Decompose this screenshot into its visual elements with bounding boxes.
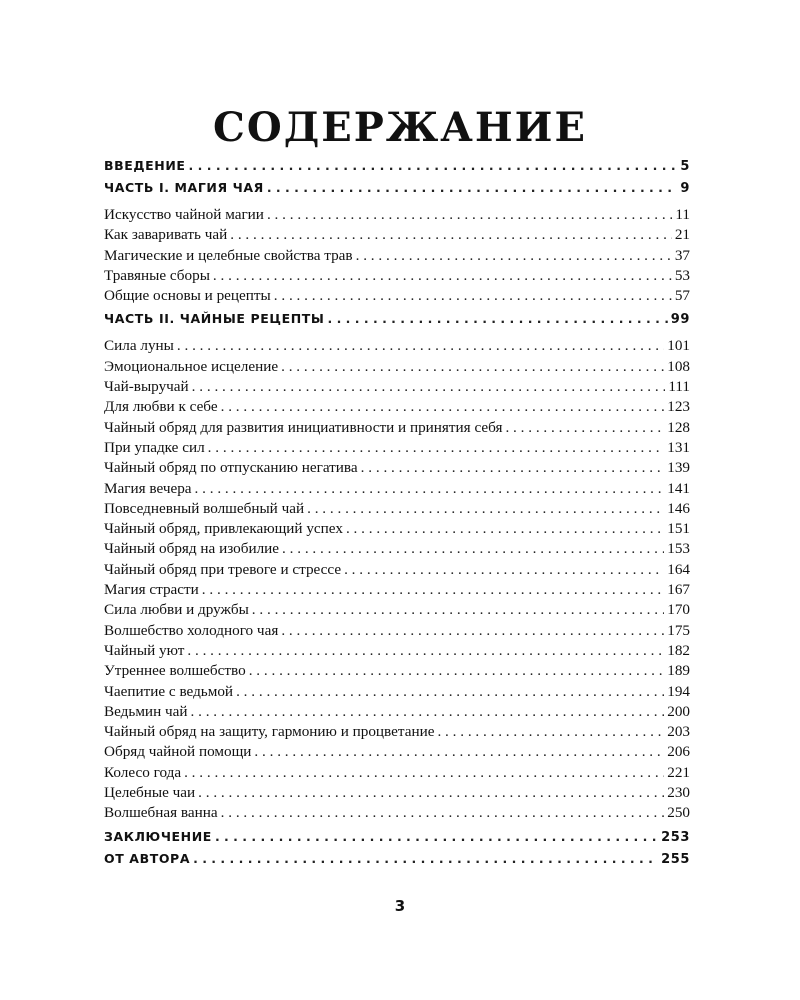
toc-entry-page: 250 [667,804,690,822]
toc-section-entry [104,177,690,199]
toc-section-entry [104,155,690,177]
toc-entry-page: 175 [667,621,690,639]
dot-leader [307,499,664,519]
toc-entry-title: Волшебная ванна [104,804,218,822]
toc-entry-title: Чай-выручай [104,378,189,396]
toc-entry-title: Волшебство холодного чая [104,621,279,639]
toc-entry-page: 164 [667,560,690,578]
toc-entry-title: При упадке сил [104,438,205,456]
dot-leader [230,225,672,245]
toc-entry [104,225,690,245]
toc-section-entry [104,308,690,330]
toc-entry [104,357,690,377]
dot-leader [281,357,664,377]
toc-entry [104,702,690,722]
toc-entry [104,205,690,225]
toc-entry-page: 146 [667,499,690,517]
toc-entry [104,438,690,458]
dot-leader [191,702,665,722]
toc-entry-page: 253 [661,829,690,845]
dot-leader [505,418,664,438]
toc-entry-title: Сила любви и дружбы [104,601,249,619]
toc-entry-page: 9 [680,181,690,196]
toc-section-entry [104,848,690,870]
toc-entry-title: Чайный обряд на изобилие [104,540,280,558]
toc-entry [104,539,690,559]
dot-leader [274,286,672,306]
toc-entry [104,641,690,661]
toc-entry-title: Для любви к себе [104,398,218,416]
toc-entry-page: 99 [670,312,690,328]
toc-entry [104,286,690,306]
toc-entry [104,621,690,641]
toc-entry-page: 194 [667,682,690,700]
toc-entry-title: Травяные сборы [104,266,210,284]
toc-entry [104,803,690,823]
toc-entry-page: 200 [667,702,690,720]
toc-entry [104,479,690,499]
toc-entry [104,499,690,519]
toc-entry [104,661,690,681]
page-number: 3 [394,897,406,915]
toc-entry [104,580,690,600]
toc-entry-title: ЧАСТЬ I. МАГИЯ ЧАЯ [104,180,264,195]
toc-entry-page: 111 [668,378,690,396]
dot-leader [195,479,665,499]
toc-entry-page: 203 [667,723,690,741]
dot-leader [215,826,658,848]
dot-leader [281,621,664,641]
dot-leader [208,438,665,458]
dot-leader [254,742,664,762]
toc-entry-page: 139 [667,459,690,477]
dot-leader [267,177,678,199]
toc-entry-page: 206 [667,743,690,761]
dot-leader [221,397,665,417]
toc-entry-title: Чайный обряд, привлекающий успех [104,520,343,538]
toc-entry-title: Как заваривать чай [104,226,228,244]
toc-entry [104,742,690,762]
toc-entry [104,397,690,417]
toc-entry-title: Магические и целебные свойства трав [104,246,353,264]
toc-entry [104,458,690,478]
toc-entry-page: 221 [667,763,690,781]
toc-entry [104,336,690,356]
dot-leader [282,539,664,559]
toc-entry-page: 37 [674,246,690,264]
toc-entry-page: 151 [667,520,690,538]
toc-entry-title: Обряд чайной помощи [104,743,252,761]
dot-leader [192,377,666,397]
page-title: СОДЕРЖАНИЕ [213,104,587,151]
toc-entry-page: 11 [675,206,690,223]
toc-entry-title: Эмоциональное исцеление [104,357,279,375]
toc-entry-title: ЗАКЛЮЧЕНИЕ [104,828,212,844]
toc-entry [104,600,690,620]
dot-leader [346,519,664,539]
toc-entry-title: Чайный обряд на защиту, гармонию и процветание [104,723,435,741]
toc-entry-title: Сила луны [104,337,174,355]
dot-leader [198,783,664,803]
toc-entry-page: 5 [680,159,690,174]
toc-entry-page: 131 [667,438,690,456]
dot-leader [184,763,664,783]
dot-leader [249,661,665,681]
toc-entry [104,783,690,803]
toc-section-entry [104,826,690,848]
toc-entry-page: 153 [667,540,690,558]
toc-entry-title: Чайный обряд по отпусканию негатива [104,459,358,477]
toc-entry-page: 141 [667,479,690,497]
toc-entry-page: 57 [674,287,690,305]
toc-entry-title: Магия вечера [104,479,192,497]
toc-entry-title: Магия страсти [104,581,199,599]
toc-entry-page: 189 [667,662,690,680]
toc-entry-page: 101 [667,337,690,355]
toc-entry-title: Утреннее волшебство [104,662,246,680]
dot-leader [252,600,664,620]
toc-entry [104,418,690,438]
toc-entry-page: 167 [667,581,690,599]
toc-entry-title: Чайный обряд при тревоге и стрессе [104,560,342,578]
dot-leader [437,722,664,742]
toc-entry-page: 230 [667,784,690,802]
dot-leader [236,682,664,702]
dot-leader [361,458,665,478]
toc-entry-title: Ведьмин чай [104,702,188,720]
dot-leader [221,803,665,823]
toc-entry [104,763,690,783]
dot-leader [344,560,664,580]
toc-entry-title: Чайный уют [104,641,185,659]
dot-leader [187,641,664,661]
toc-entry-page: 21 [674,226,690,244]
toc-entry [104,519,690,539]
toc-entry-title: Чайный обряд для развития инициативности и принятия себя [104,418,503,436]
toc-entry-title: Чаепитие с ведьмой [104,682,234,700]
toc-entry-page: 170 [667,601,690,619]
toc-entry-title: ОТ АВТОРА [104,850,191,866]
dot-leader [267,205,672,225]
dot-leader [189,155,678,177]
toc-entry-title: Целебные чаи [104,784,196,802]
toc-entry [104,682,690,702]
dot-leader [202,580,664,600]
table-of-contents [104,155,690,870]
dot-leader [213,266,672,286]
toc-entry-title: Общие основы и рецепты [104,287,271,305]
toc-entry-title: ВВЕДЕНИЕ [104,158,186,173]
toc-entry-page: 123 [667,398,690,416]
dot-leader [193,848,658,870]
toc-entry-title: Повседневный волшебный чай [104,499,305,517]
toc-entry [104,246,690,266]
dot-leader [356,246,672,266]
toc-entry-page: 53 [674,266,690,284]
toc-entry [104,722,690,742]
toc-entry-page: 128 [667,418,690,436]
toc-entry-page: 182 [667,641,690,659]
toc-entry [104,266,690,286]
dot-leader [327,308,667,330]
toc-entry-title: Искусство чайной магии [104,206,264,223]
dot-leader [177,336,664,356]
toc-entry-page: 108 [667,357,690,375]
toc-entry [104,560,690,580]
toc-entry-title: ЧАСТЬ II. ЧАЙНЫЕ РЕЦЕПТЫ [104,311,325,327]
toc-entry-title: Колесо года [104,763,182,781]
toc-entry [104,377,690,397]
toc-entry-page: 255 [661,851,690,867]
